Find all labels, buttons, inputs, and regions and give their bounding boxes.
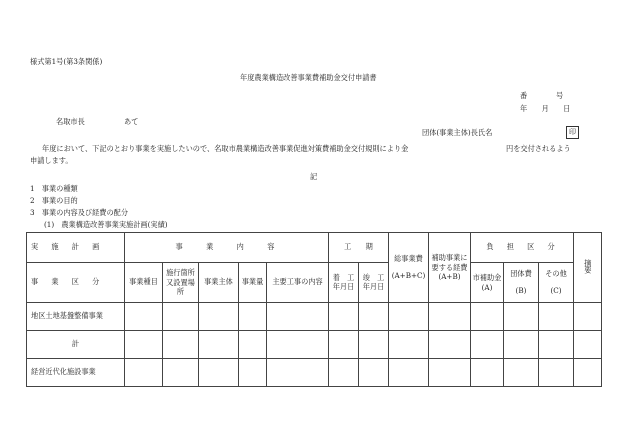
header-kouki: 工 期	[329, 233, 389, 263]
item-2: 2 事業の目的	[30, 196, 78, 205]
header-jigyou-naiyou: 事 業 内 容	[125, 233, 329, 263]
addressee-suffix: あて	[124, 117, 139, 126]
subitem-1: (1) 農業構造改善事業実施計画(実績)	[44, 220, 168, 229]
header-jigyou-ryou: 事業量	[239, 263, 267, 303]
header-shunkou: 竣 工 年月日	[359, 263, 389, 303]
header-jisshi-keikaku: 実 施 計 画	[27, 233, 125, 263]
applicant-label: 団体(事業主体)長氏名	[422, 128, 493, 137]
item-3: 3 事業の内容及び経費の配分	[30, 208, 129, 217]
header-subsidy-cost: 補助事業に要する経費 (A+B)	[429, 233, 471, 303]
header-jigyou-kubun: 事 業 区 分	[27, 263, 125, 303]
header-total-cost: 総事業費 (A+B+C)	[389, 233, 429, 303]
header-jigyou-shutai: 事業主体	[199, 263, 239, 303]
body-text-yen: 円を交付されるよう	[506, 144, 571, 153]
plan-table	[26, 232, 602, 387]
header-kouji-naiyou: 主要工事の内容	[267, 263, 329, 303]
table-row	[27, 303, 602, 331]
header-tekiyou: 摘要	[574, 233, 602, 303]
form-title: 年度農業構造改善事業費補助金交付申請書	[240, 73, 377, 82]
ki-heading: 記	[310, 172, 318, 181]
form-number: 様式第1号(第3条関係)	[30, 57, 103, 66]
row-label: 計	[27, 331, 125, 359]
item-1: 1 事業の種類	[30, 184, 78, 193]
row-label: 経営近代化施設事業	[27, 359, 125, 387]
header-sonota: その他 (C)	[539, 263, 574, 303]
addressee: 名取市長	[56, 117, 85, 126]
table-row	[27, 359, 602, 387]
table-row	[27, 331, 602, 359]
header-dantai-hi: 団体費 (B)	[504, 263, 539, 303]
number-label: 番 号	[520, 91, 564, 100]
date-label: 年 月 日	[520, 104, 571, 113]
header-sekou-basho: 施行箇所又設置場所	[163, 263, 199, 303]
header-futan-kubun: 負 担 区 分	[471, 233, 574, 263]
row-label: 地区土地基盤整備事業	[27, 303, 125, 331]
seal-mark: 印	[566, 126, 579, 139]
body-text-line2: 申請します。	[30, 156, 73, 165]
body-text-line1: 年度において、下記のとおり事業を実施したいので、名取市農業構造改善事業促進対策費補助金交付規則により金	[42, 144, 409, 153]
header-jigyou-shumoku: 事業種目	[125, 263, 163, 303]
header-shi-hojokin: 市補助金 (A)	[471, 263, 504, 303]
header-chakkou: 着 工 年月日	[329, 263, 359, 303]
